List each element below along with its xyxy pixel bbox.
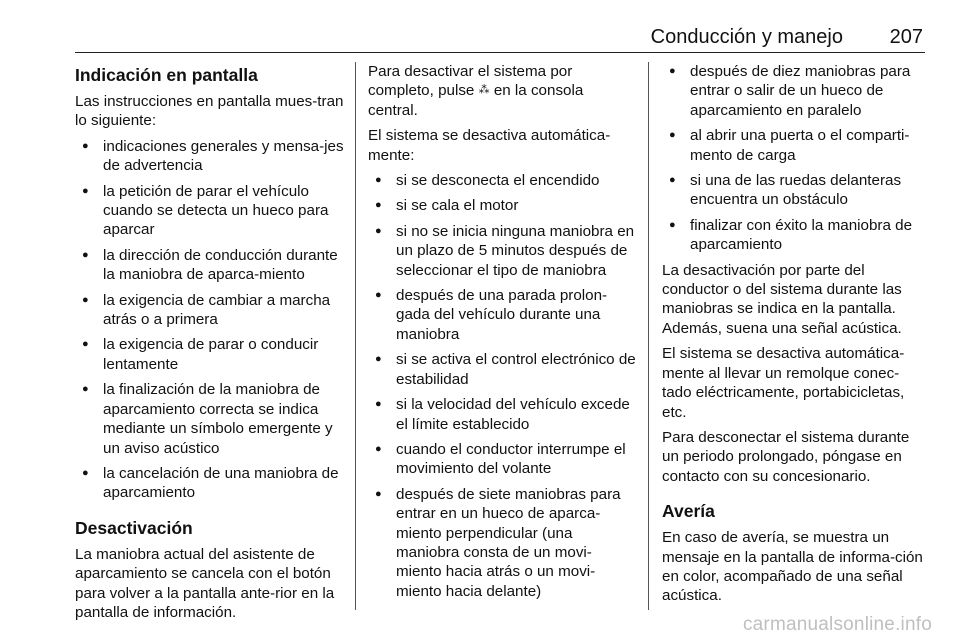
list-item: ● si se desconecta el encendido — [368, 171, 636, 190]
list-item: ● si no se inicia ninguna maniobra en un plazo de 5 minutos después de seleccionar el tipo de maniobra — [368, 222, 636, 280]
chapter-title: Conducción y manejo — [650, 26, 843, 48]
list-item: ● la finalización de la maniobra de aparcamiento correcta se indica mediante un símbolo emergente y un aviso acústico — [75, 380, 345, 458]
text-span: Para desactivar el sistema por completo, pulse — [368, 63, 573, 100]
paragraph: Para desconectar el sistema durante un periodo prolongado, póngase en contacto con su concesionario. — [662, 428, 910, 485]
section-heading: Desactivación — [75, 517, 193, 538]
paragraph: La maniobra actual del asistente de aparcamiento se cancela con el botón para volver a la pantalla ante-rior en la pantalla de información. — [75, 545, 335, 621]
bullet-list — [75, 137, 345, 503]
list-item: ● si una de las ruedas delanteras encuentra un obstáculo — [662, 171, 928, 210]
list-item: ● indicaciones generales y mensa-jes de advertencia — [75, 137, 345, 176]
paragraph — [368, 62, 636, 120]
text-column-3 — [662, 62, 928, 612]
bullet-list — [368, 171, 636, 601]
list-item: ● después de siete maniobras para entrar en un hueco de aparca-miento perpendicular (una maniobra consta de un movi-miento hacia atrás o un movi-miento hacia delante) — [368, 485, 636, 601]
column-divider — [648, 62, 649, 610]
list-item: ● la exigencia de cambiar a marcha atrás o a primera — [75, 291, 345, 330]
parking-assist-button-icon: ⁂ — [478, 84, 490, 97]
list-item: ● finalizar con éxito la maniobra de aparcamiento — [662, 216, 928, 255]
text-column-1 — [75, 62, 345, 628]
list-item: ● cuando el conductor interrumpe el movimiento del volante — [368, 440, 636, 479]
paragraph: En caso de avería, se muestra un mensaje en la pantalla de informa-ción en color, acompañado de una señal acústica. — [662, 529, 923, 605]
paragraph: El sistema se desactiva automática-mente: — [368, 127, 611, 164]
paragraph: Las instrucciones en pantalla mues-tran lo siguiente: — [75, 93, 344, 130]
list-item: ● la petición de parar el vehículo cuando se detecta un hueco para aparcar — [75, 182, 345, 240]
list-item: ● si la velocidad del vehículo excede el límite establecido — [368, 395, 636, 434]
text-span: en la consola central. — [368, 82, 584, 119]
bullet-list — [662, 62, 928, 255]
text-column-2 — [368, 62, 636, 607]
list-item: ● al abrir una puerta o el comparti-mento de carga — [662, 126, 928, 165]
list-item: ● si se activa el control electrónico de estabilidad — [368, 350, 636, 389]
column-divider — [355, 62, 356, 610]
page-header — [75, 22, 925, 53]
list-item: ● la exigencia de parar o conducir lentamente — [75, 335, 345, 374]
section-heading: Indicación en pantalla — [75, 65, 258, 85]
list-item: ● si se cala el motor — [368, 196, 636, 215]
paragraph: La desactivación por parte del conductor o del sistema durante las maniobras se indica en la pantalla. Además, suena una señal acústica. — [662, 261, 902, 337]
list-item: ● después de diez maniobras para entrar o salir de un hueco de aparcamiento en paralelo — [662, 62, 928, 120]
list-item: ● la cancelación de una maniobra de aparcamiento — [75, 464, 345, 503]
list-item: ● la dirección de conducción durante la maniobra de aparca-miento — [75, 246, 345, 285]
paragraph: El sistema se desactiva automática-mente al llevar un remolque conec-tado eléctricamente, portabicicletas, etc. — [662, 345, 905, 421]
list-item: ● después de una parada prolon-gada del vehículo durante una maniobra — [368, 286, 636, 344]
watermark: carmanualsonline.info — [742, 614, 932, 635]
page-number: 207 — [889, 26, 923, 48]
section-heading: Avería — [662, 501, 715, 522]
